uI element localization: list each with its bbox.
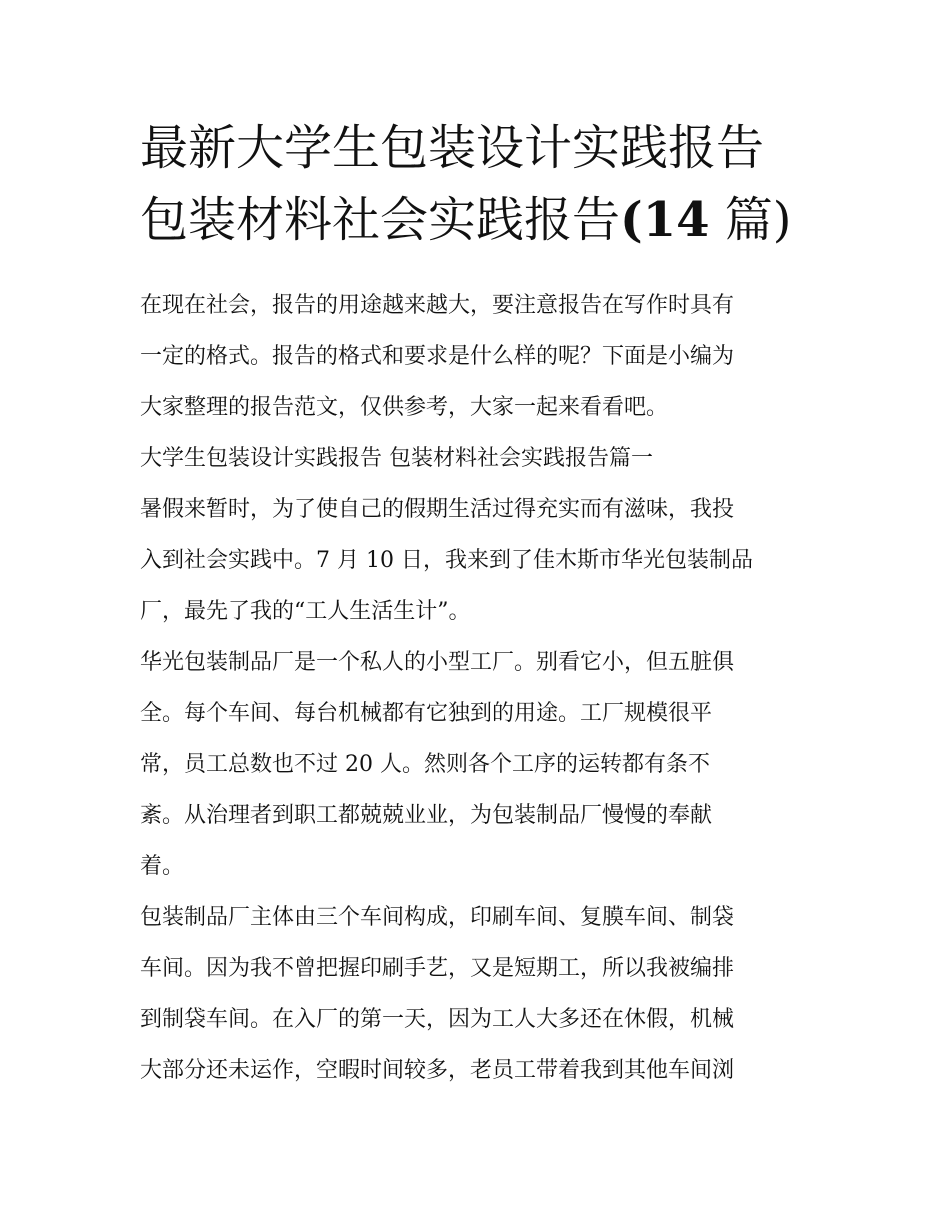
body-line: 常，员工总数也不过 20 人。然则各个工序的运转都有条不 [140,752,710,777]
title-line-2-suffix: 篇) [724,192,792,248]
body-line: 大部分还未运作，空暇时间较多，老员工带着我到其他车间浏 [140,1058,735,1083]
title-line-2-prefix: 包装材料社会实践报告 [140,192,621,248]
body-line: 入到社会实践中。7 月 10 日，我来到了佳木斯市华光包装制品 [140,548,753,573]
document-body [140,280,830,1096]
body-line: 车间。因为我不曾把握印刷手艺，又是短期工，所以我被编排 [140,956,735,981]
title-line-1: 最新大学生包装设计实践报告 [140,120,765,176]
section-heading: 大学生包装设计实践报告 包装材料社会实践报告篇一 [140,446,653,471]
body-line: 全。每个车间、每台机械都有它独到的用途。工厂规模很平 [140,701,713,726]
body-line: 华光包装制品厂是一个私人的小型工厂。别看它小，但五脏俱 [140,650,735,675]
title-line-2 [140,184,830,256]
body-line: 厂，最先了我的“工人生活生计”。 [140,599,471,624]
body-line: 在现在社会，报告的用途越来越大，要注意报告在写作时具有 [140,293,735,318]
body-line: 着。 [140,854,185,879]
body-line: 包装制品厂主体由三个车间构成，印刷车间、复膜车间、制袋 [140,905,735,930]
body-line: 大家整理的报告范文，仅供参考，大家一起来看看吧。 [140,395,669,420]
body-line: 紊。从治理者到职工都兢兢业业，为包装制品厂慢慢的奉献 [140,803,713,828]
title-article-count: (14 [620,192,710,248]
document-title [140,112,830,256]
body-line: 暑假来暂时，为了使自己的假期生活过得充实而有滋味，我投 [140,497,735,522]
body-line: 到制袋车间。在入厂的第一天，因为工人大多还在休假，机械 [140,1007,735,1032]
body-line: 一定的格式。报告的格式和要求是什么样的呢？下面是小编为 [140,344,735,369]
